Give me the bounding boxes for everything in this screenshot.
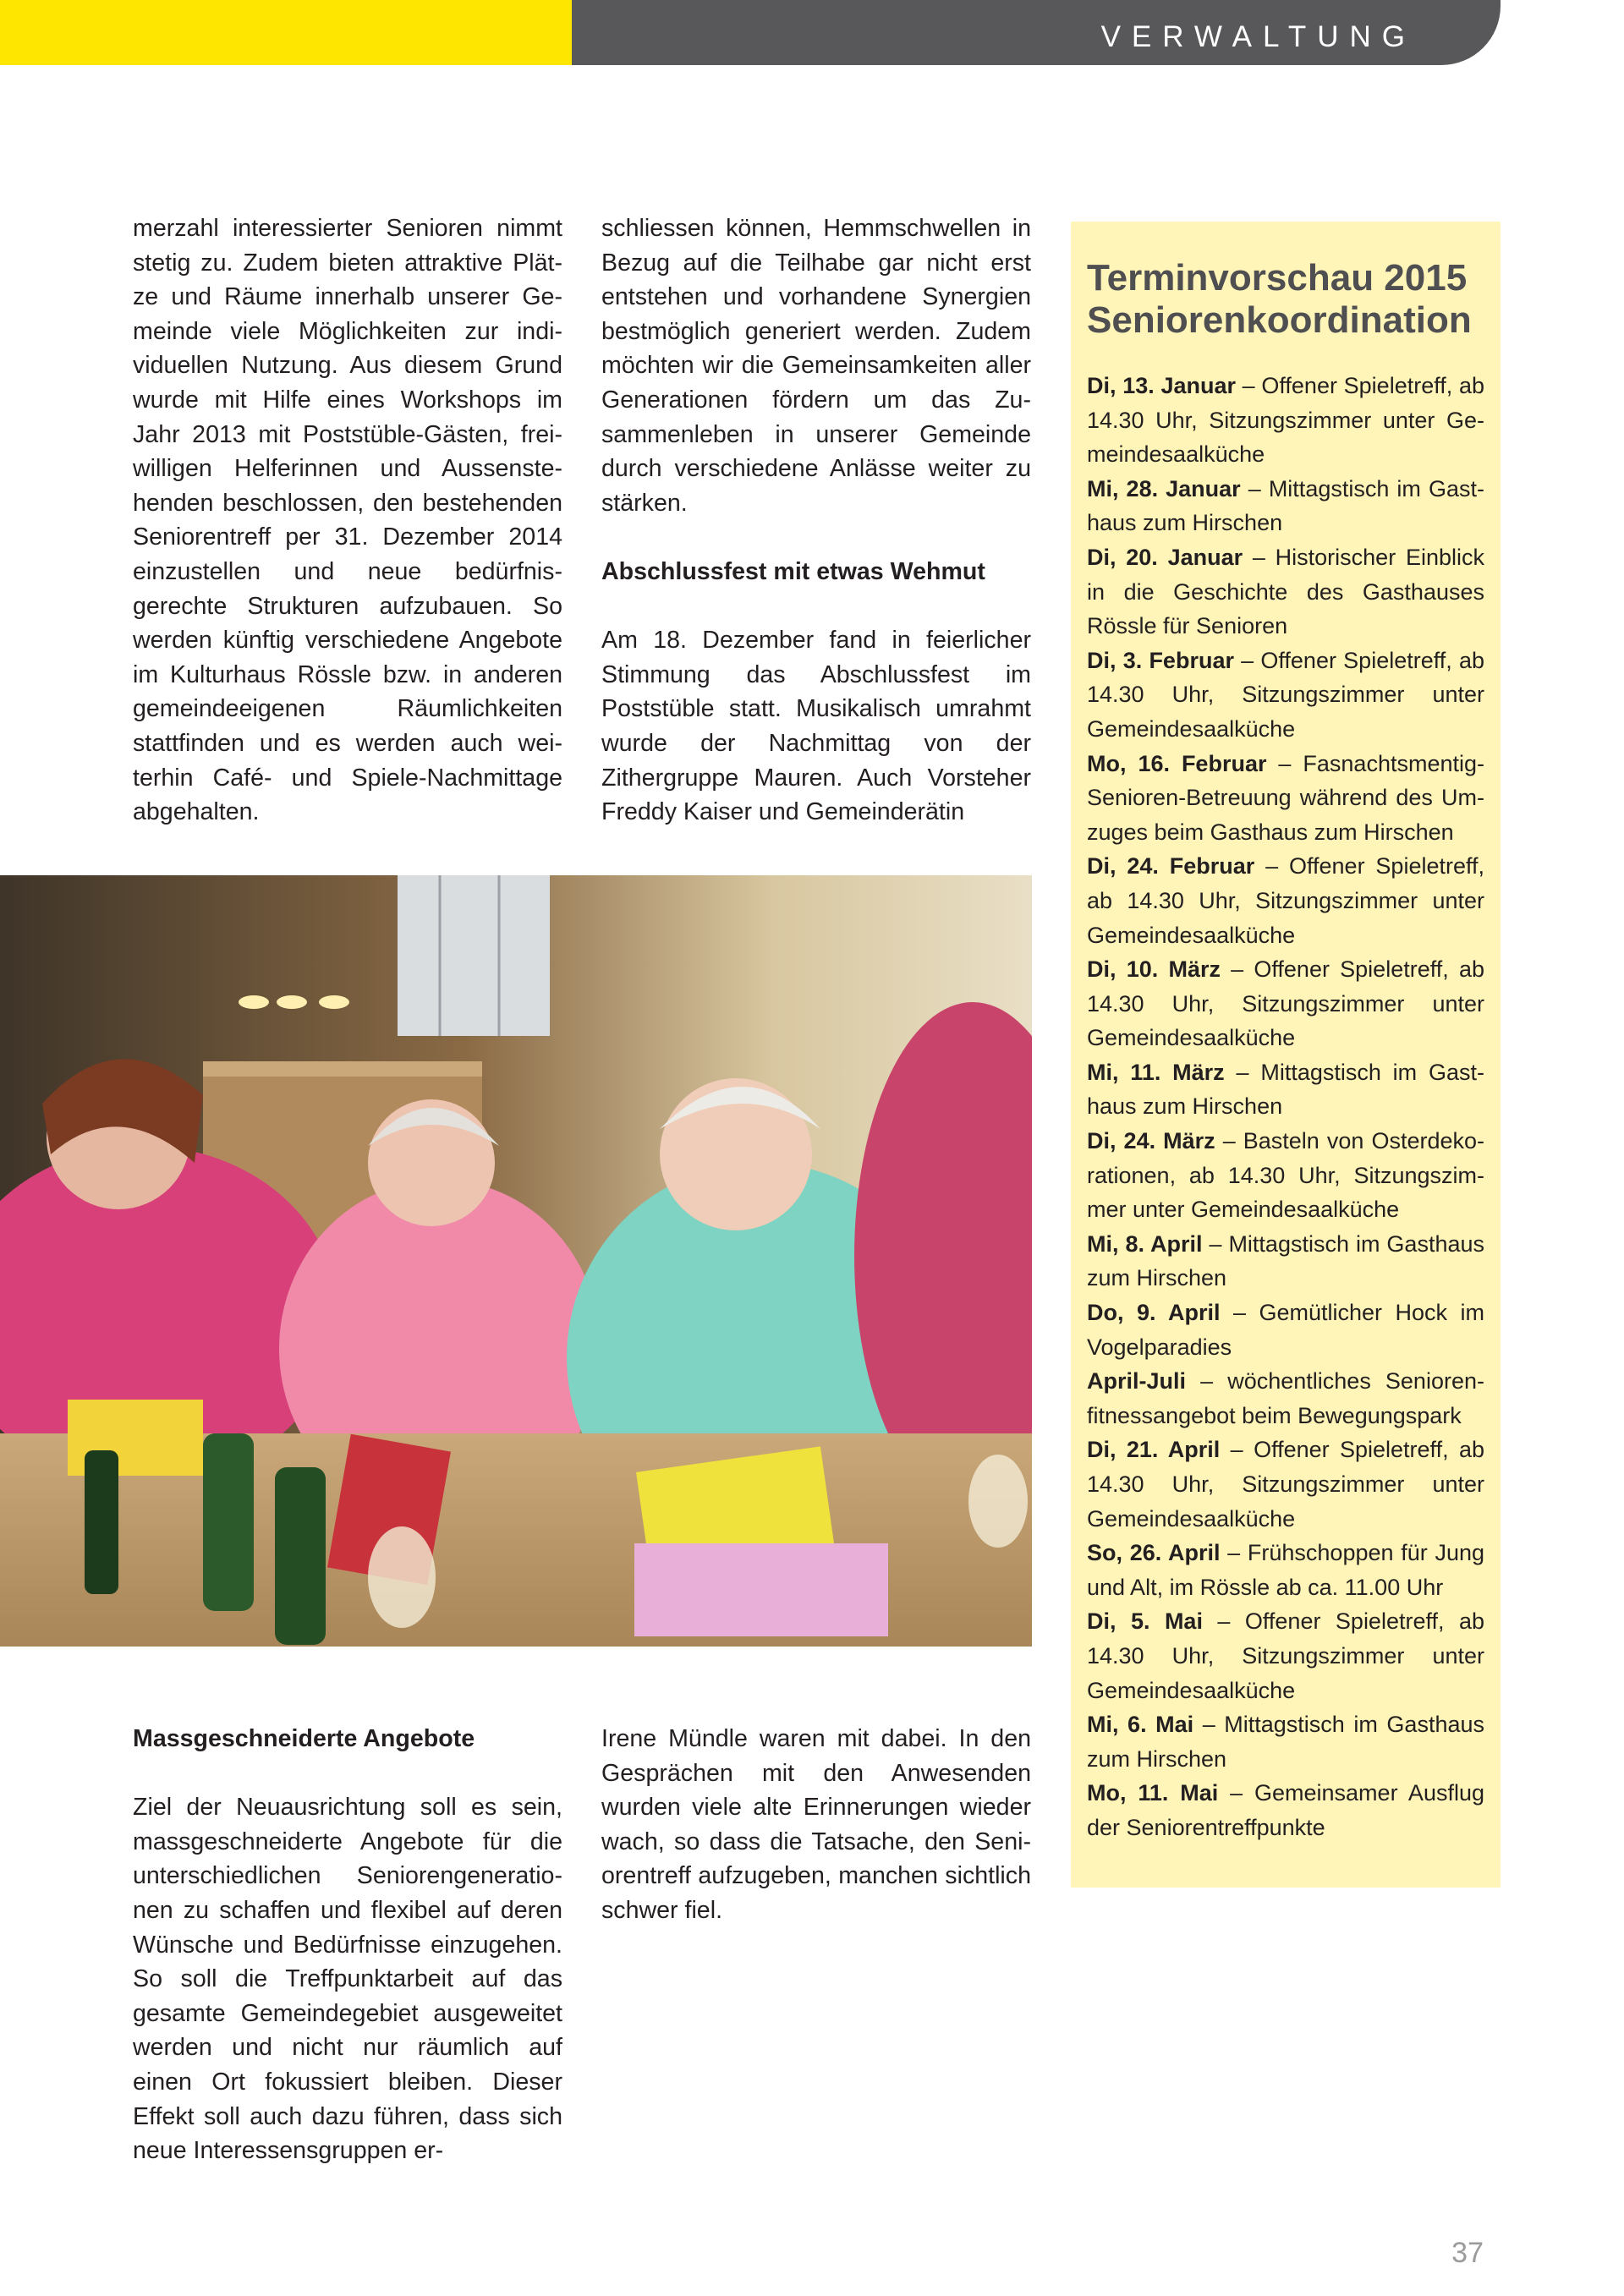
- event-description: – Mittagstisch im Gasthaus zum Hirschen: [1087, 475, 1484, 536]
- event-item: [1087, 747, 1484, 850]
- event-item: [1087, 1364, 1484, 1433]
- body-paragraph: Ziel der Neuausrichtung soll es sein, massgeschneiderte Angebote für die unterschiedlichen Seniorengenerationen zu schaffen und flexibel auf deren Wünsche und Bedürfnisse einzugehen. So soll die Treffpunktarbeit auf das gesamte Gemeindegebiet ausgeweitet werden und nicht nur räumlich auf einen Ort fokussiert bleiben. Dieser Effekt soll auch dazu führen, dass sich neue Interessensgruppen er-: [133, 1794, 562, 2165]
- event-date: Di, 5. Mai: [1087, 1608, 1203, 1635]
- event-description: – Gemütlicher Hock im Vogelparadies: [1087, 1300, 1484, 1360]
- event-description: – Mittagstisch im Gasthaus zum Hirschen: [1087, 1230, 1484, 1291]
- header-section-bar: [572, 0, 1501, 65]
- event-date: Di, 24. März: [1087, 1128, 1215, 1154]
- event-date: Mi, 8. April: [1087, 1230, 1203, 1257]
- section-heading-abschlussfest: Abschlussfest mit etwas Wehmut: [601, 557, 985, 585]
- event-date: Di, 10. März: [1087, 956, 1221, 983]
- event-item: [1087, 540, 1484, 644]
- event-item: [1087, 1433, 1484, 1536]
- article-column-2-top: [601, 211, 1031, 830]
- event-date: Mo, 11. Mai: [1087, 1780, 1219, 1806]
- event-item: [1087, 644, 1484, 747]
- event-date: Mi, 28. Januar: [1087, 475, 1241, 501]
- event-description: – Offener Spieletreff, ab 14.30 Uhr, Sitzungszimmer unter Gemeindesaalküche: [1087, 373, 1484, 468]
- event-description: – Offener Spieletreff, ab 14.30 Uhr, Sitzungszimmer unter Gemeindesaalküche: [1087, 1608, 1484, 1703]
- event-date: Di, 21. April: [1087, 1437, 1221, 1463]
- sidebar-title-line-1: Terminvorschau 2015: [1087, 257, 1468, 299]
- body-paragraph: merzahl interessierter Senioren nimmt stetig zu. Zudem bieten attraktive Plätze und Räume innerhalb unserer Gemeinde viele Möglichkeiten zur individuellen Nutzung. Aus diesem Grund wurde mit Hilfe eines Workshops im Jahr 2013 mit Poststüble-Gästen, freiwilligen Helferinnen und Aussenstehenden beschlossen, den bestehenden Seniorentreff per 31. Dezember 2014 einzustellen und neue bedürfnisgerechte Strukturen aufzubauen. So werden künftig verschiedene Angebote im Kulturhaus Rössle bzw. in anderen gemeindeeigenen Räumlichkeiten stattfinden und es werden auch weiterhin Café- und Spiele-Nachmittage abgehalten.: [133, 215, 562, 826]
- event-description: – Offener Spieletreff, ab 14.30 Uhr, Sitzungszimmer unter Gemeindesaalküche: [1087, 647, 1484, 742]
- event-description: – Gemeinsamer Ausflug der Seniorentreffpunkte: [1087, 1780, 1484, 1840]
- header-accent-bar: [0, 0, 572, 65]
- section-title: VERWALTUNG: [1100, 20, 1416, 53]
- event-item: [1087, 1296, 1484, 1364]
- event-date: April-Juli: [1087, 1368, 1187, 1395]
- event-photo: [0, 875, 1032, 1647]
- section-heading-angebote: Massgeschneiderte Angebote: [133, 1725, 475, 1752]
- event-item: [1087, 1776, 1484, 1844]
- body-paragraph: Irene Mündle waren mit dabei. In den Gesprächen mit den Anwesenden wurden viele alte Erinnerungen wieder wach, so dass die Tatsache, den Seniorentreff aufzugeben, manchen sichtlich schwer fiel.: [601, 1725, 1031, 1924]
- event-item: [1087, 952, 1484, 1055]
- event-description: – Mittagstisch im Gasthaus zum Hirschen: [1087, 1712, 1484, 1772]
- article-column-1-top: [133, 211, 562, 830]
- event-item: [1087, 1536, 1484, 1604]
- event-date: Mi, 11. März: [1087, 1059, 1225, 1085]
- article-column-1-bottom: [133, 1722, 562, 2168]
- body-paragraph: schliessen können, Hemmschwellen in Bezug auf die Teilhabe gar nicht erst entstehen und vorhandene Synergien bestmöglich generiert werden. Zudem möchten wir die Gemeinsamkeiten aller Generationen fördern um das Zusammenleben in unserer Gemeinde durch verschiedene Anlässe weiter zu stärken.: [601, 215, 1031, 517]
- event-date: Di, 20. Januar: [1087, 544, 1243, 570]
- sidebar-title: [1087, 257, 1484, 342]
- photo-illustration: [0, 875, 1032, 1647]
- event-date: Di, 13. Januar: [1087, 373, 1236, 398]
- event-item: [1087, 1707, 1484, 1776]
- event-date: Mo, 16. Februar: [1087, 750, 1267, 776]
- event-item: [1087, 1055, 1484, 1124]
- event-date: Di, 24. Februar: [1087, 853, 1255, 879]
- event-item: [1087, 472, 1484, 540]
- event-date: Mi, 6. Mai: [1087, 1712, 1194, 1738]
- event-description: – Offener Spieletreff, ab 14.30 Uhr, Sitzungszimmer unter Gemeindesaalküche: [1087, 956, 1484, 1051]
- event-list: [1087, 369, 1484, 1845]
- sidebar-title-line-2: Seniorenkoordination: [1087, 299, 1472, 341]
- article-column-2-bottom: [601, 1722, 1031, 1928]
- event-description: – Basteln von Osterdekorationen, ab 14.30 Uhr, Sitzungszimmer unter Gemeindesaalküche: [1087, 1128, 1485, 1223]
- event-date: Do, 9. April: [1087, 1300, 1221, 1326]
- event-date: Di, 3. Februar: [1087, 647, 1234, 673]
- event-description: – wöchentliches Seniorenfitnessangebot beim Bewegungspark: [1087, 1368, 1484, 1428]
- page-number: 37: [1451, 2237, 1484, 2269]
- body-paragraph: Am 18. Dezember fand in feierlicher Stimmung das Abschlussfest im Poststüble statt. Musikalisch umrahmt wurde der Nachmittag von der Zithergruppe Mauren. Auch Vorsteher Freddy Kaiser und Gemeinderätin: [601, 627, 1031, 826]
- event-item: [1087, 369, 1484, 472]
- event-description: – Frühschoppen für Jung und Alt, im Rössle ab ca. 11.00 Uhr: [1087, 1540, 1484, 1600]
- event-item: [1087, 849, 1484, 952]
- event-item: [1087, 1124, 1484, 1227]
- event-description: – Historischer Einblick in die Geschichte des Gasthauses Rössle für Senioren: [1087, 544, 1484, 639]
- event-description: – Fasnachtsmentig-Senioren-Betreuung während des Umzuges beim Gasthaus zum Hirschen: [1087, 750, 1484, 845]
- event-item: [1087, 1604, 1484, 1707]
- event-description: – Offener Spieletreff, ab 14.30 Uhr, Sitzungszimmer unter Gemeindesaalküche: [1087, 853, 1484, 948]
- event-description: – Mittagstisch im Gasthaus zum Hirschen: [1087, 1059, 1484, 1120]
- event-item: [1087, 1227, 1484, 1296]
- schedule-sidebar: [1071, 222, 1501, 1888]
- event-description: – Offener Spieletreff, ab 14.30 Uhr, Sitzungszimmer unter Gemeindesaalküche: [1087, 1437, 1484, 1532]
- event-date: So, 26. April: [1087, 1540, 1221, 1566]
